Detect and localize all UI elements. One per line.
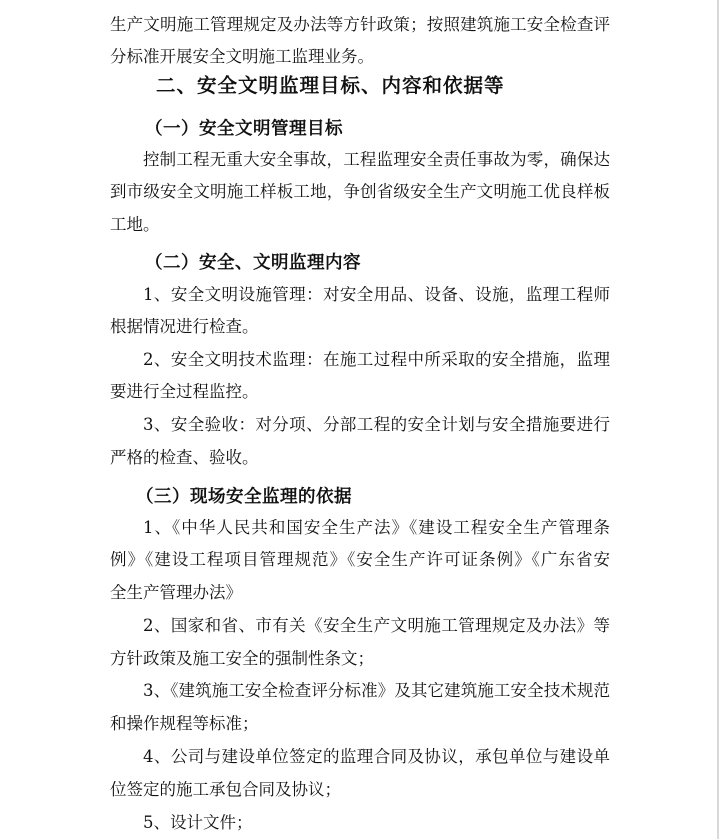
list-item-line: 2、国家和省、市有关《安全生产文明施工管理规定及办法》等 <box>143 616 610 635</box>
list-item-line: 和操作规程等标准； <box>110 714 259 733</box>
list-item-line: 严格的检查、验收。 <box>110 448 259 467</box>
list-item-line: 根据情况进行检查。 <box>110 317 259 336</box>
list-item-line: 位签定的施工承包合同及协议； <box>110 780 341 799</box>
list-item-line: 1、安全文明设施管理：对安全用品、设备、设施，监理工程师 <box>143 285 610 304</box>
list-item-line: 方针政策及施工安全的强制性条文； <box>110 649 374 668</box>
subsection-heading-1: （一）安全文明管理目标 <box>145 119 343 139</box>
paragraph-line: 控制工程无重大安全事故，工程监理安全责任事故为零，确保达 <box>143 150 610 169</box>
list-item-line: 要进行全过程监控。 <box>110 382 259 401</box>
paragraph-line: 到市级安全文明施工样板工地，争创省级安全生产文明施工优良样板 <box>110 182 610 201</box>
list-item-line: 全生产管理办法》 <box>110 583 242 602</box>
list-item-line: 1、《中华人民共和国安全生产法》《建设工程安全生产管理条 <box>143 518 610 537</box>
intro-line-1: 生产文明施工管理规定及办法等方针政策；按照建筑施工安全检查评 <box>110 15 610 34</box>
list-item-line: 例》《建设工程项目管理规范》《安全生产许可证条例》《广东省安 <box>110 550 610 569</box>
list-item-line: 3、《建筑施工安全检查评分标准》及其它建筑施工安全技术规范 <box>143 681 610 700</box>
list-item-line: 4、公司与建设单位签定的监理合同及协议，承包单位与建设单 <box>143 747 610 766</box>
subsection-heading-3: （三）现场安全监理的依据 <box>136 487 352 507</box>
section-heading: 二、安全文明监理目标、内容和依据等 <box>156 74 505 97</box>
intro-line-2: 分标准开展安全文明施工监理业务。 <box>110 47 374 66</box>
list-item-line: 3、安全验收：对分项、分部工程的安全计划与安全措施要进行 <box>143 415 610 434</box>
subsection-heading-2: （二）安全、文明监理内容 <box>145 253 361 273</box>
paragraph-line: 工地。 <box>110 215 160 234</box>
list-item-line: 5、设计文件； <box>143 813 253 832</box>
list-item-line: 2、安全文明技术监理：在施工过程中所采取的安全措施，监理 <box>143 350 610 369</box>
